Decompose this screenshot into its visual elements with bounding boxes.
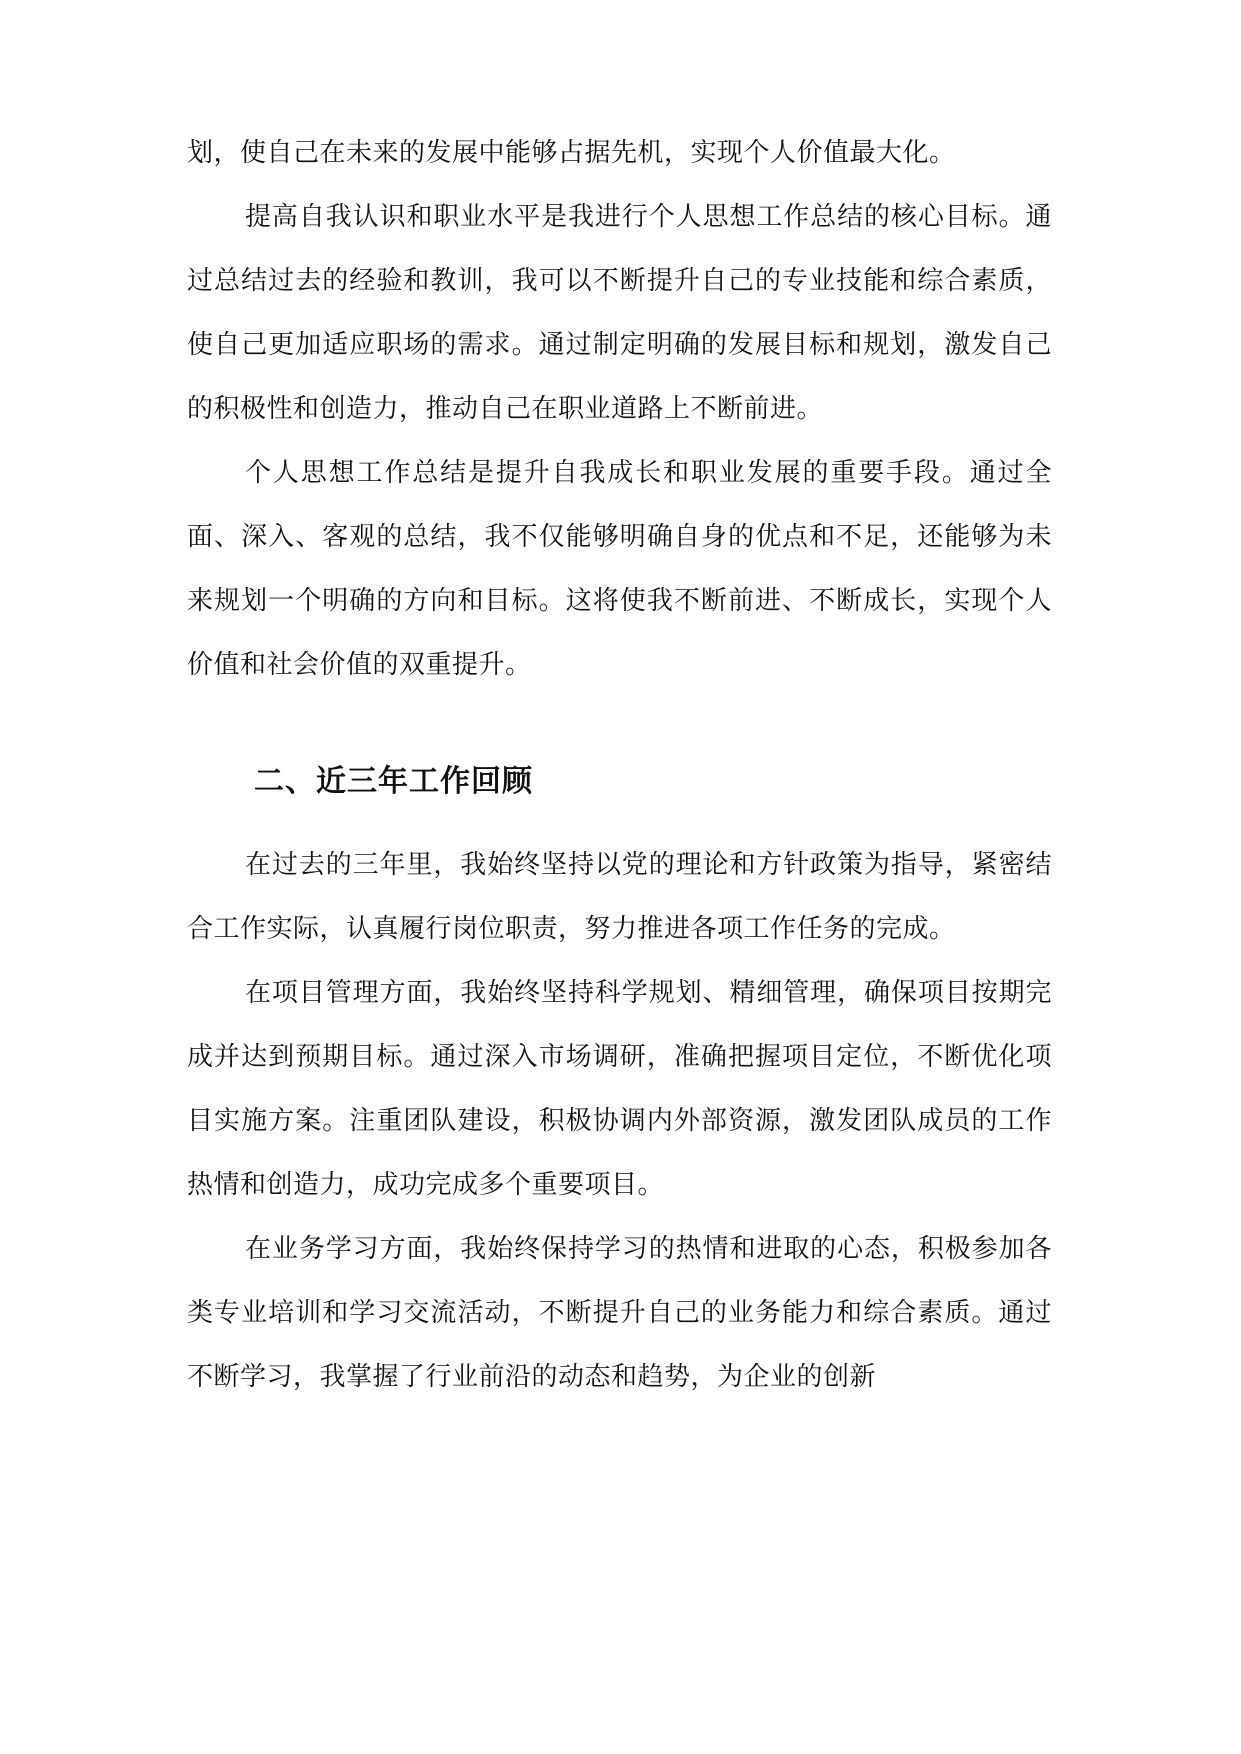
paragraph-summary-importance: 个人思想工作总结是提升自我成长和职业发展的重要手段。通过全面、深入、客观的总结，我不仅能够明确自身的优点和不足，还能够为未来规划一个明确的方向和目标。这将使我不断前进、不断成长，实现个人价值和社会价值的双重提升。 <box>187 458 1052 680</box>
paragraph-self-awareness: 提高自我认识和职业水平是我进行个人思想工作总结的核心目标。通过总结过去的经验和教训，我可以不断提升自己的专业技能和综合素质，使自己更加适应职场的需求。通过制定明确的发展目标和规划，激发自己的积极性和创造力，推动自己在职业道路上不断前进。 <box>187 202 1052 424</box>
section-heading: 二、近三年工作回顾 <box>254 764 533 799</box>
paragraph-continuation: 划，使自己在未来的发展中能够占据先机，实现个人价值最大化。 <box>187 138 956 168</box>
paragraph-project-management: 在项目管理方面，我始终坚持科学规划、精细管理，确保项目按期完成并达到预期目标。通过深入市场调研，准确把握项目定位，不断优化项目实施方案。注重团队建设，积极协调内外部资源，激发团队成员的工作热情和创造力，成功完成多个重要项目。 <box>187 978 1052 1200</box>
paragraph-past-three-years: 在过去的三年里，我始终坚持以党的理论和方针政策为指导，紧密结合工作实际，认真履行岗位职责，努力推进各项工作任务的完成。 <box>187 850 1052 944</box>
paragraph-business-learning: 在业务学习方面，我始终保持学习的热情和进取的心态，积极参加各类专业培训和学习交流活动，不断提升自己的业务能力和综合素质。通过不断学习，我掌握了行业前沿的动态和趋势，为企业的创新 <box>187 1234 1052 1392</box>
